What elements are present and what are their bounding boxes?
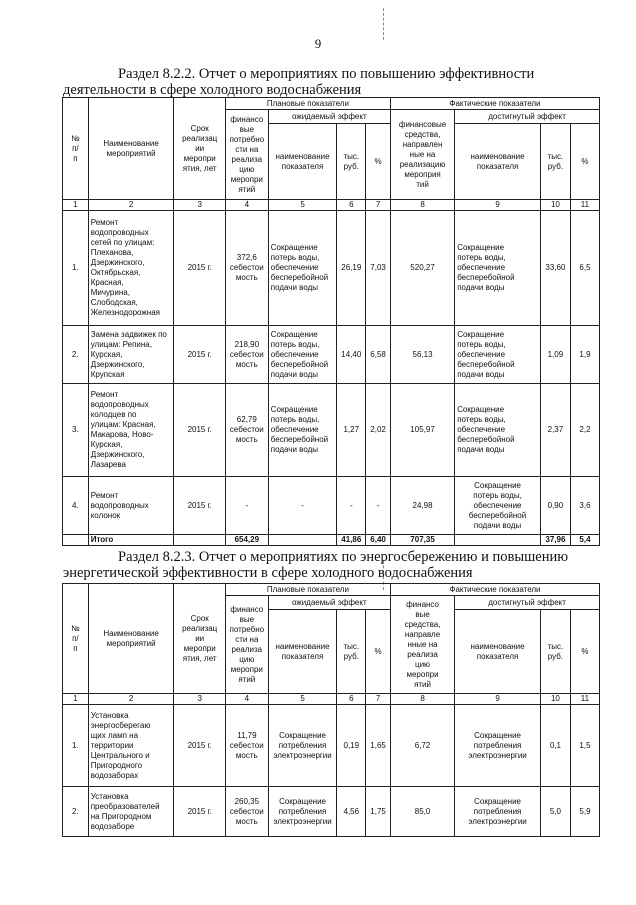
header-financing-planned: финансо вые потребно сти на реализа цию меропри ятий [225,596,268,694]
total-expected-indicator [268,535,337,546]
section-title-line: деятельности в сфере холодного водоснабжения [63,82,362,98]
row-expected-rub: 4,56 [337,787,366,837]
header-planned: Плановые показатели [225,98,390,110]
row-expected-percent: 7,03 [366,211,391,326]
total-achieved-rub: 37,96 [540,535,570,546]
row-num: 4. [63,477,89,535]
row-achieved-indicator: Сокращение потерь воды, обеспечение бесперебойной подачи воды [455,477,541,535]
header-expected-effect: ожидаемый эффект [268,110,390,124]
section-title-line: Раздел 8.2.3. Отчет о мероприятиях по энергосбережению и повышению [118,549,569,565]
total-financing-planned: 654,29 [225,535,268,546]
section-title-8-2-2 [63,66,568,98]
header-expected-effect: ожидаемый эффект [268,596,390,610]
total-row [63,535,600,546]
row-financing-actual: 24,98 [390,477,454,535]
header-thousand-rub: тыс. руб. [540,124,570,200]
header-percent: % [366,124,391,200]
total-achieved-indicator [455,535,541,546]
column-number: 1 [63,694,89,705]
row-achieved-rub: 1,09 [540,326,570,384]
row-period: 2015 г. [174,787,225,837]
row-financing-planned: 11,79 себестои мость [225,705,268,787]
row-period: 2015 г. [174,211,225,326]
table-row [63,211,600,326]
column-number: 7 [366,694,391,705]
header-planned: Плановые показатели [225,584,390,596]
row-financing-actual: 520,27 [390,211,454,326]
total-achieved-percent: 5,4 [570,535,599,546]
row-measure-name: Установка энергосберегаю щих ламп на территории Центрального и Пригородного водозаборах [88,705,174,787]
total-period [174,535,225,546]
row-achieved-indicator: Сокращение потребления электроэнергии [455,705,541,787]
row-num: 2. [63,787,89,837]
total-expected-percent: 6,40 [366,535,391,546]
row-achieved-percent: 1,5 [570,705,599,787]
row-expected-rub: 14,40 [337,326,366,384]
row-period: 2015 г. [174,384,225,477]
row-expected-indicator: Сокращение потерь воды, обеспечение бесперебойной подачи воды [268,211,337,326]
row-num: 3. [63,384,89,477]
column-number: 7 [366,200,391,211]
column-number: 9 [455,694,541,705]
header-name: Наименование мероприятий [88,98,174,200]
row-achieved-percent: 2,2 [570,384,599,477]
row-achieved-indicator: Сокращение потерь воды, обеспечение бесперебойной подачи воды [455,384,541,477]
total-label: Итого [88,535,174,546]
row-measure-name: Ремонт водопроводных колодцев по улицам: Красная, Макарова, Ново- Курская, Дзержинского, Лазарева [88,384,174,477]
header-percent: % [570,124,599,200]
table-row [63,477,600,535]
header-thousand-rub: тыс. руб. [540,610,570,694]
row-achieved-rub: 0,1 [540,705,570,787]
header-period: Срок реализац ии меропри ятия, лет [174,98,225,200]
row-financing-actual: 6,72 [390,705,454,787]
header-financing-actual: финансовые средства, направлен ные на реализацию мероприя тий [390,110,454,200]
row-achieved-percent: 3,6 [570,477,599,535]
column-number: 10 [540,694,570,705]
row-expected-rub: - [337,477,366,535]
header-indicator-name: наименование показателя [455,610,541,694]
row-achieved-indicator: Сокращение потерь воды, обеспечение бесперебойной подачи воды [455,326,541,384]
row-achieved-percent: 6,5 [570,211,599,326]
header-financing-actual: финансо вые средства, направле нные на реализа цию меропри ятий [390,596,454,694]
row-achieved-rub: 33,60 [540,211,570,326]
row-period: 2015 г. [174,326,225,384]
row-achieved-percent: 5,9 [570,787,599,837]
row-expected-percent: 6,58 [366,326,391,384]
table-row [63,787,600,837]
column-number: 9 [455,200,541,211]
row-expected-indicator: Сокращение потерь воды, обеспечение бесперебойной подачи воды [268,326,337,384]
total-financing-actual: 707,35 [390,535,454,546]
section-title-line: Раздел 8.2.2. Отчет о мероприятиях по повышению эффективности [118,66,535,82]
row-financing-planned: 372,6 себестои мость [225,211,268,326]
row-measure-name: Ремонт водопроводных колонок [88,477,174,535]
column-number: 10 [540,200,570,211]
measures-table-efficiency [62,97,600,546]
header-thousand-rub: тыс. руб. [337,124,366,200]
row-expected-rub: 0,19 [337,705,366,787]
row-financing-actual: 105,97 [390,384,454,477]
row-financing-actual: 85,0 [390,787,454,837]
table-row [63,326,600,384]
column-number: 11 [570,694,599,705]
row-expected-percent: - [366,477,391,535]
column-number: 5 [268,694,337,705]
row-financing-planned: - [225,477,268,535]
row-period: 2015 г. [174,477,225,535]
row-financing-actual: 56,13 [390,326,454,384]
row-achieved-rub: 5,0 [540,787,570,837]
table-row [63,705,600,787]
column-number: 2 [88,694,174,705]
column-number: 6 [337,200,366,211]
header-indicator-name: наименование показателя [268,610,337,694]
row-num: 1. [63,211,89,326]
column-number: 3 [174,694,225,705]
row-achieved-indicator: Сокращение потерь воды, обеспечение бесперебойной подачи воды [455,211,541,326]
row-measure-name: Установка преобразователей на Пригородном водозаборе [88,787,174,837]
header-thousand-rub: тыс. руб. [337,610,366,694]
column-number: 3 [174,200,225,211]
header-percent: % [366,610,391,694]
row-num: 2. [63,326,89,384]
header-num: № п/ п [63,584,89,694]
row-expected-rub: 26,19 [337,211,366,326]
header-name: Наименование мероприятий [88,584,174,694]
row-expected-percent: 1,75 [366,787,391,837]
column-number: 4 [225,200,268,211]
header-actual: Фактические показатели [390,98,599,110]
row-expected-rub: 1,27 [337,384,366,477]
row-achieved-indicator: Сокращение потребления электроэнергии [455,787,541,837]
column-number: 1 [63,200,89,211]
row-financing-planned: 260,35 себестои мость [225,787,268,837]
row-achieved-percent: 1,9 [570,326,599,384]
row-financing-planned: 62,79 себестои мость [225,384,268,477]
table-row [63,384,600,477]
total-num [63,535,89,546]
header-percent: % [570,610,599,694]
measures-table-energy-saving [62,583,600,837]
header-period: Срок реализац ии меропри ятия, лет [174,584,225,694]
column-number: 5 [268,200,337,211]
row-expected-indicator: Сокращение потребления электроэнергии [268,787,337,837]
column-number: 8 [390,200,454,211]
column-number: 6 [337,694,366,705]
row-measure-name: Замена задвижек по улицам: Репина, Курская, Дзержинского, Крупская [88,326,174,384]
header-financing-planned: финансо вые потребно сти на реализа цию меропри ятий [225,110,268,200]
header-achieved-effect: достигнутый эффект [455,596,600,610]
row-financing-planned: 218,90 себестои мость [225,326,268,384]
row-expected-percent: 1,65 [366,705,391,787]
header-achieved-effect: достигнутый эффект [455,110,600,124]
header-indicator-name: наименование показателя [455,124,541,200]
column-number: 2 [88,200,174,211]
column-number: 8 [390,694,454,705]
header-num: № п/ п [63,98,89,200]
row-expected-indicator: Сокращение потребления электроэнергии [268,705,337,787]
row-achieved-rub: 0,90 [540,477,570,535]
header-actual: Фактические показатели [390,584,599,596]
header-indicator-name: наименование показателя [268,124,337,200]
column-number: 11 [570,200,599,211]
row-expected-percent: 2,02 [366,384,391,477]
row-achieved-rub: 2,37 [540,384,570,477]
row-period: 2015 г. [174,705,225,787]
row-measure-name: Ремонт водопроводных сетей по улицам: Плеханова, Дзержинского, Октябрьская, Красная, Мичурина, Слободская, Железнодорожная [88,211,174,326]
row-expected-indicator: - [268,477,337,535]
page-number: 9 [314,36,322,51]
row-expected-indicator: Сокращение потерь воды, обеспечение бесперебойной подачи воды [268,384,337,477]
section-title-line: энергетической эффективности в сфере холодного водоснабжения [63,565,473,581]
total-expected-rub: 41,86 [337,535,366,546]
column-number: 4 [225,694,268,705]
scan-fold-line [383,8,384,40]
section-title-8-2-3 [63,549,569,581]
row-num: 1. [63,705,89,787]
